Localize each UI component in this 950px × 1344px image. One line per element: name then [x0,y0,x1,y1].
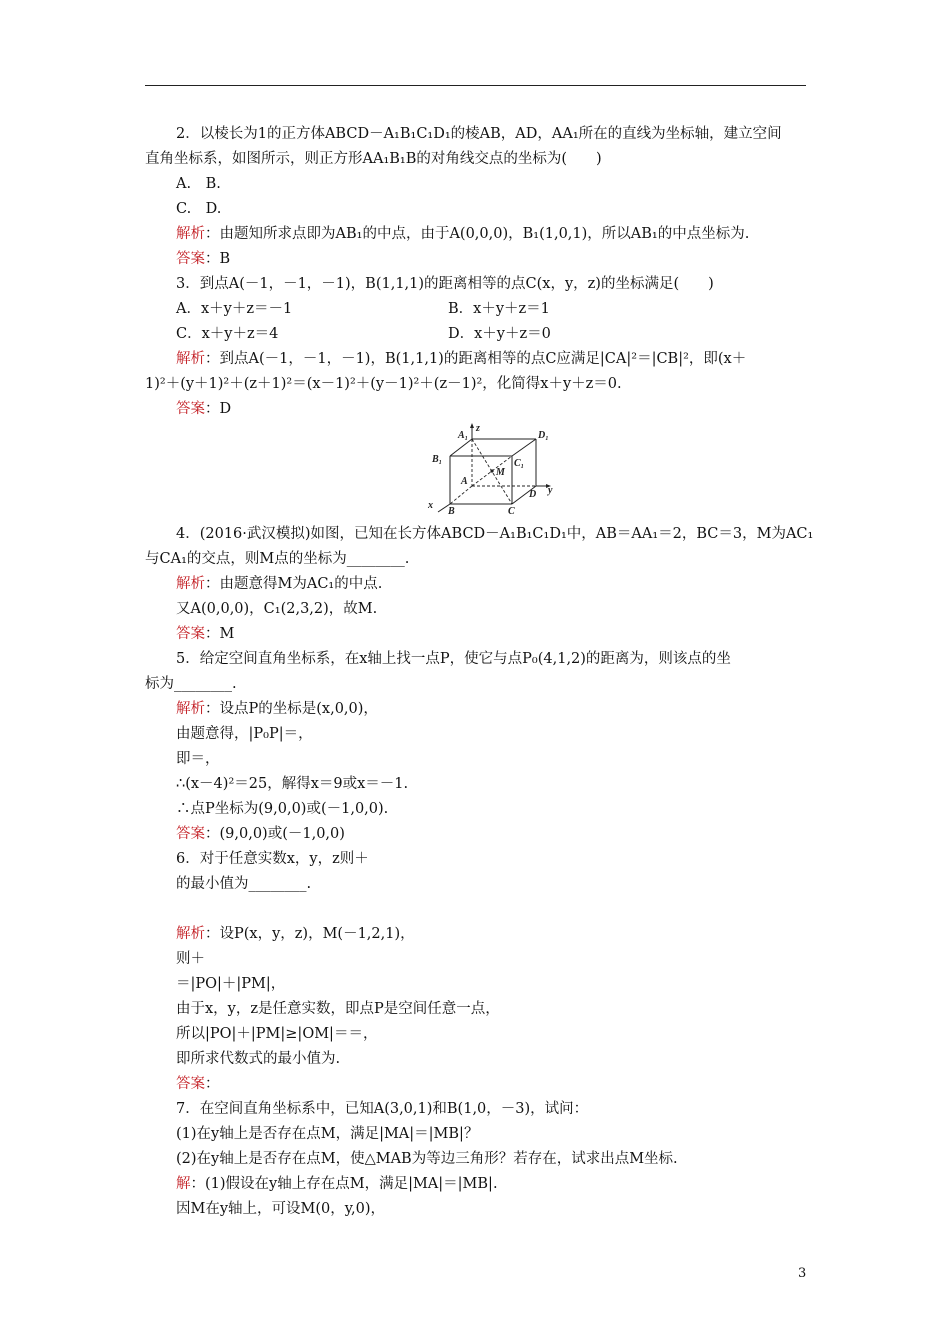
q6-analysis-line3: ＝|PO|＋|PM|， [176,976,286,992]
q4-stem-line2: 与CA₁的交点，则M点的坐标为________. [145,551,410,567]
answer-label: 答案 [176,401,205,417]
q6-analysis-line1 [176,924,415,944]
q7-stem-line1: 7．在空间直角坐标系中，已知A(3,0,1)和B(1,0，－3)，试问： [176,1101,589,1117]
vertex-label-b1: B₁ [432,454,443,465]
q5-stem-line1: 5．给定空间直角坐标系，在x轴上找一点P，使它与点P₀(4,1,2)的距离为，则该点的坐 [176,651,731,667]
answer-text: ：M [205,626,235,642]
q7-stem-line2: (1)在y轴上是否存在点M，满足|MA|＝|MB|？ [176,1126,479,1142]
q3-answer [176,399,231,419]
q6-analysis-line5: 所以|PO|＋|PM|≥|OM|＝＝， [176,1026,378,1042]
answer-label: 答案 [176,251,205,267]
analysis-label: 解析 [176,576,205,592]
answer-text: ：(9,0,0)或(－1,0,0) [205,826,345,842]
header-rule [145,85,806,86]
q7-solution-line2: 因M在y轴上，可设M(0，y,0)， [176,1201,386,1217]
q6-analysis-line2: 则＋ [176,951,205,967]
vertex-label-b: B [448,506,455,514]
q3-analysis-line2: 1)²＋(y＋1)²＋(z＋1)²＝(x－1)²＋(y－1)²＋(z－1)²，化简得x＋y＋z＝0. [145,376,622,392]
q3-stem: 3．到点A(－1，－1，－1)，B(1,1,1)的距离相等的点C(x，y，z)的坐标满足( ) [176,276,714,292]
q6-stem-line1: 6．对于任意实数x，y，z则＋ [176,851,369,867]
analysis-text: ：由题知所求点即为AB₁的中点，由于A(0,0,0)，B₁(1,0,1)，所以AB₁的中点坐标为. [205,226,750,242]
answer-text: ： [205,1076,220,1092]
q3-option-c: C．x＋y＋z＝4 [176,326,279,342]
q5-analysis-line3: 即＝， [176,751,220,767]
vertex-label-c: C [508,506,515,514]
solution-label: 解 [176,1176,191,1192]
q2-stem-line2: 直角坐标系，如图所示，则正方形AA₁B₁B的对角线交点的坐标为( ) [145,151,602,167]
solution-text: ：(1)假设在y轴上存在点M，满足|MA|＝|MB|. [190,1176,498,1192]
point-label-m: M [496,467,505,478]
analysis-text: ：设P(x，y，z)，M(－1,2,1)， [205,926,415,942]
q7-solution-line1 [176,1174,498,1194]
q5-analysis-line5: ∴点P坐标为(9,0,0)或(－1,0,0). [176,801,389,817]
q4-analysis-line1 [176,574,382,594]
analysis-text: ：到点A(－1，－1，－1)，B(1,1,1)的距离相等的点C应满足|CA|²＝|CB|²，即(x＋ [205,351,747,367]
q6-answer [176,1074,220,1094]
vertex-label-d: D [529,489,537,500]
q3-option-a: A．x＋y＋z＝－1 [176,301,293,317]
axis-label-y: y [548,485,553,496]
q4-analysis-line2: 又A(0,0,0)，C₁(2,3,2)，故M. [176,601,378,617]
answer-text: ：D [205,401,232,417]
q2-stem-line1: 2．以棱长为1的正方体ABCD－A₁B₁C₁D₁的棱AB，AD，AA₁所在的直线为坐标轴，建立空间 [176,126,782,142]
vertex-label-d1: D₁ [538,430,549,441]
q3-option-b: B．x＋y＋z＝1 [448,301,550,317]
answer-label: 答案 [176,626,205,642]
q5-stem-line2: 标为________. [145,676,237,692]
vertex-label-a1: A₁ [458,430,469,441]
q6-analysis-line6: 即所求代数式的最小值为. [176,1051,341,1067]
page-number: 3 [798,1266,807,1281]
q5-analysis-line1 [176,699,378,719]
answer-label: 答案 [176,826,205,842]
q2-options-ab: A. B. [176,176,221,192]
q2-options-cd: C. D. [176,201,222,217]
vertex-label-a: A [461,476,468,487]
analysis-text: ：由题意得M为AC₁的中点. [205,576,383,592]
analysis-label: 解析 [176,701,205,717]
analysis-label: 解析 [176,226,205,242]
cuboid-figure [424,422,556,514]
vertex-label-c1: C₁ [514,458,525,469]
q7-stem-line3: (2)在y轴上是否存在点M，使△MAB为等边三角形？若存在，试求出点M坐标. [176,1151,678,1167]
q2-analysis [176,224,749,244]
q3-analysis-line1 [176,349,746,369]
q3-option-d: D．x＋y＋z＝0 [448,326,551,342]
q5-analysis-line4: ∴(x－4)²＝25，解得x＝9或x＝－1. [176,776,409,792]
axis-label-z: z [476,423,480,434]
analysis-label: 解析 [176,926,205,942]
q6-stem-line2: 的最小值为________. [176,876,312,892]
answer-text: ：B [205,251,231,267]
analysis-text: ：设点P的坐标是(x,0,0)， [205,701,378,717]
q5-analysis-line2: 由题意得，|P₀P|＝， [176,726,313,742]
q4-answer [176,624,234,644]
axis-label-x: x [428,500,433,511]
q6-analysis-line4: 由于x，y，z是任意实数，即点P是空间任意一点， [176,1001,500,1017]
analysis-label: 解析 [176,351,205,367]
answer-label: 答案 [176,1076,205,1092]
q5-answer [176,824,345,844]
q2-answer [176,249,230,269]
q4-stem-line1: 4．(2016·武汉模拟)如图，已知在长方体ABCD－A₁B₁C₁D₁中，AB＝AA₁＝2，BC＝3，M为AC₁ [176,526,814,542]
